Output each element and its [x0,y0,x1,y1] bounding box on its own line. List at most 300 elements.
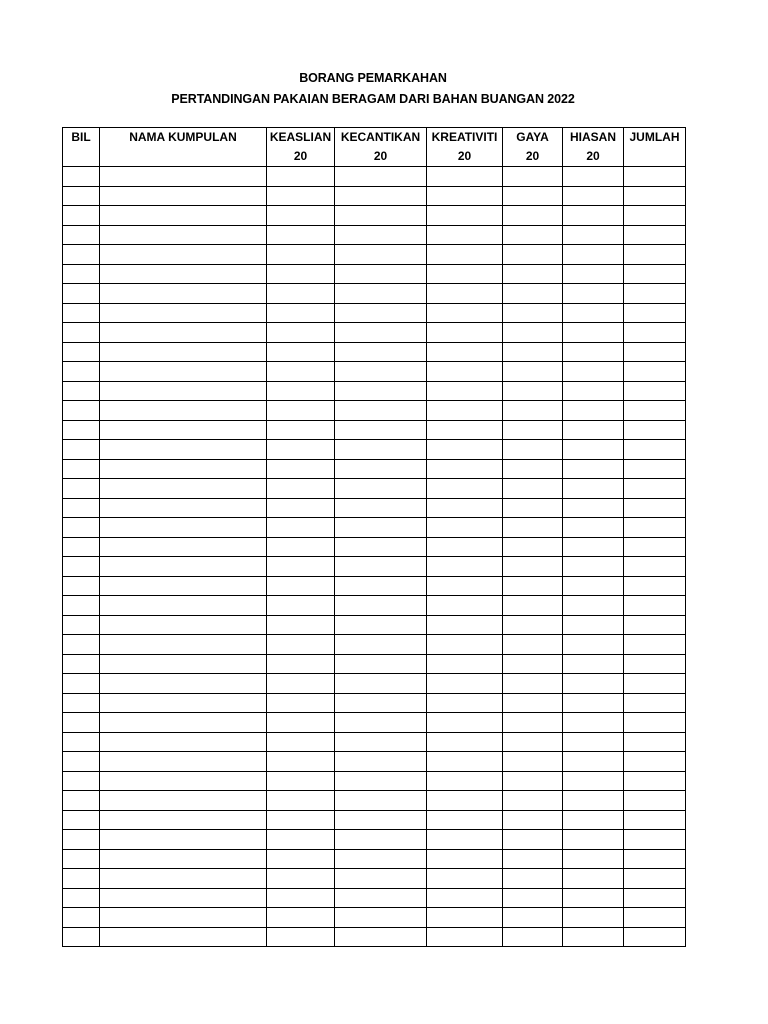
table-row [63,401,686,421]
table-cell [563,342,624,362]
table-cell [335,440,427,460]
table-cell [503,459,563,479]
table-cell [624,225,686,245]
table-cell [63,927,100,947]
table-cell [427,927,503,947]
table-cell [63,635,100,655]
table-cell [267,732,335,752]
table-cell [563,908,624,928]
table-cell [63,654,100,674]
table-cell [335,381,427,401]
table-cell [100,849,267,869]
table-cell [427,206,503,226]
table-cell [335,323,427,343]
table-row [63,323,686,343]
table-cell [267,167,335,187]
table-cell [563,303,624,323]
table-cell [63,869,100,889]
table-cell [100,693,267,713]
table-cell [563,245,624,265]
table-cell [63,615,100,635]
table-cell [63,225,100,245]
table-cell [335,576,427,596]
table-cell [503,771,563,791]
header-label: BIL [71,130,91,144]
document-title: BORANG PEMARKAHAN [299,71,447,85]
table-cell [427,830,503,850]
table-row [63,908,686,928]
table-cell [624,401,686,421]
table-cell [427,498,503,518]
table-cell [563,264,624,284]
table-cell [503,693,563,713]
table-cell [100,654,267,674]
table-row [63,791,686,811]
table-cell [427,479,503,499]
table-cell [427,245,503,265]
table-cell [267,323,335,343]
table-cell [63,674,100,694]
table-cell [63,693,100,713]
table-cell [427,264,503,284]
table-cell [503,381,563,401]
document-header [0,68,746,110]
table-cell [427,342,503,362]
table-cell [503,362,563,382]
table-cell [503,420,563,440]
table-cell [503,440,563,460]
table-cell [503,849,563,869]
table-cell [563,615,624,635]
table-cell [267,225,335,245]
table-cell [427,771,503,791]
table-row [63,674,686,694]
table-cell [427,615,503,635]
table-cell [63,401,100,421]
table-cell [267,245,335,265]
table-cell [563,888,624,908]
table-cell [267,771,335,791]
table-cell [427,284,503,304]
table-cell [563,791,624,811]
table-cell [503,732,563,752]
table-cell [335,498,427,518]
table-row [63,888,686,908]
table-cell [563,362,624,382]
table-cell [335,225,427,245]
table-cell [100,576,267,596]
table-cell [267,401,335,421]
table-cell [503,557,563,577]
table-cell [563,830,624,850]
table-row [63,810,686,830]
header-label: JUMLAH [629,130,680,144]
table-cell [624,674,686,694]
table-cell [624,615,686,635]
table-cell [100,830,267,850]
header-max-score: 20 [457,149,472,163]
table-cell [100,771,267,791]
table-cell [503,186,563,206]
table-cell [100,245,267,265]
header-label: HIASAN [569,130,616,144]
table-cell [563,674,624,694]
table-cell [563,186,624,206]
table-cell [100,342,267,362]
table-cell [624,245,686,265]
table-cell [335,518,427,538]
table-cell [624,713,686,733]
table-cell [563,459,624,479]
table-cell [63,732,100,752]
table-cell [267,713,335,733]
table-row [63,557,686,577]
table-cell [100,167,267,187]
table-cell [63,596,100,616]
table-cell [624,518,686,538]
table-row [63,537,686,557]
table-cell [63,557,100,577]
table-row [63,849,686,869]
table-cell [63,186,100,206]
table-row [63,206,686,226]
table-cell [624,362,686,382]
table-cell [63,908,100,928]
table-cell [335,362,427,382]
table-cell [563,927,624,947]
table-cell [100,927,267,947]
table-cell [100,752,267,772]
table-cell [267,264,335,284]
table-cell [427,420,503,440]
table-cell [624,908,686,928]
table-row [63,654,686,674]
table-cell [100,713,267,733]
table-cell [63,830,100,850]
table-cell [100,323,267,343]
table-cell [624,830,686,850]
table-row [63,732,686,752]
table-cell [267,342,335,362]
table-cell [267,908,335,928]
table-cell [335,264,427,284]
table-cell [563,440,624,460]
table-cell [100,498,267,518]
table-cell [427,908,503,928]
table-cell [503,303,563,323]
table-cell [100,440,267,460]
table-cell [427,303,503,323]
table-cell [63,810,100,830]
table-cell [427,381,503,401]
table-cell [427,693,503,713]
table-cell [100,635,267,655]
table-cell [63,849,100,869]
table-cell [624,440,686,460]
table-cell [624,869,686,889]
table-cell [100,381,267,401]
table-cell [427,674,503,694]
table-cell [563,537,624,557]
table-cell [267,459,335,479]
header-kreativiti [427,128,503,167]
table-cell [63,459,100,479]
table-cell [427,557,503,577]
table-cell [335,284,427,304]
table-cell [267,927,335,947]
table-cell [503,167,563,187]
table-cell [503,869,563,889]
table-cell [267,284,335,304]
table-row [63,771,686,791]
table-row [63,693,686,713]
table-cell [267,381,335,401]
table-cell [335,615,427,635]
table-row [63,596,686,616]
table-cell [624,810,686,830]
table-cell [63,245,100,265]
table-row [63,167,686,187]
table-cell [624,888,686,908]
table-cell [427,225,503,245]
table-cell [63,284,100,304]
table-cell [503,264,563,284]
table-cell [503,791,563,811]
table-cell [335,713,427,733]
table-cell [335,771,427,791]
table-cell [427,869,503,889]
table-cell [563,498,624,518]
table-cell [427,537,503,557]
table-cell [563,518,624,538]
table-cell [100,225,267,245]
table-cell [503,576,563,596]
table-cell [427,401,503,421]
table-cell [100,791,267,811]
table-cell [267,830,335,850]
table-row [63,518,686,538]
table-row [63,713,686,733]
table-cell [503,927,563,947]
table-cell [267,576,335,596]
table-cell [503,479,563,499]
table-row [63,830,686,850]
table-cell [63,791,100,811]
header-hiasan [563,128,624,167]
table-cell [624,284,686,304]
table-cell [267,869,335,889]
table-cell [63,420,100,440]
table-cell [267,693,335,713]
table-cell [563,810,624,830]
table-cell [624,206,686,226]
table-cell [335,206,427,226]
table-cell [427,713,503,733]
table-cell [624,576,686,596]
table-cell [100,908,267,928]
table-cell [100,518,267,538]
table-cell [100,732,267,752]
header-keaslian [267,128,335,167]
table-cell [427,362,503,382]
table-cell [63,440,100,460]
table-cell [563,869,624,889]
table-cell [624,791,686,811]
table-cell [563,167,624,187]
table-cell [427,186,503,206]
table-cell [335,245,427,265]
table-cell [335,596,427,616]
table-cell [267,518,335,538]
table-row [63,498,686,518]
table-cell [335,167,427,187]
table-cell [335,693,427,713]
table-cell [503,615,563,635]
table-cell [503,225,563,245]
table-row [63,362,686,382]
table-cell [63,576,100,596]
table-cell [427,654,503,674]
table-cell [335,732,427,752]
table-cell [335,810,427,830]
table-cell [427,576,503,596]
table-cell [427,596,503,616]
header-max-score: 20 [293,149,308,163]
table-cell [100,303,267,323]
table-cell [267,654,335,674]
table-cell [335,342,427,362]
table-row [63,342,686,362]
table-cell [563,206,624,226]
table-cell [563,225,624,245]
table-cell [335,537,427,557]
header-bil [63,128,100,167]
table-cell [267,674,335,694]
table-row [63,264,686,284]
table-cell [563,654,624,674]
table-cell [503,342,563,362]
table-row [63,284,686,304]
table-cell [624,771,686,791]
table-cell [267,186,335,206]
table-cell [503,654,563,674]
table-cell [503,245,563,265]
table-cell [335,888,427,908]
table-cell [624,557,686,577]
table-cell [335,752,427,772]
table-cell [624,323,686,343]
table-cell [267,888,335,908]
table-cell [63,498,100,518]
table-cell [624,927,686,947]
table-row [63,615,686,635]
table-cell [563,381,624,401]
table-cell [63,537,100,557]
header-label: KEASLIAN [269,130,332,144]
table-cell [624,167,686,187]
table-cell [335,927,427,947]
table-cell [503,323,563,343]
table-cell [563,732,624,752]
table-cell [335,303,427,323]
table-cell [267,752,335,772]
table-cell [503,752,563,772]
table-row [63,927,686,947]
table-cell [624,186,686,206]
header-max-score: 20 [586,149,600,163]
table-cell [100,810,267,830]
table-cell [100,888,267,908]
document-subtitle: PERTANDINGAN PAKAIAN BERAGAM DARI BAHAN BUANGAN 2022 [171,92,575,106]
table-cell [63,342,100,362]
table-cell [335,869,427,889]
table-cell [503,674,563,694]
table-cell [63,323,100,343]
table-cell [100,186,267,206]
table-cell [427,752,503,772]
table-cell [503,908,563,928]
table-cell [335,557,427,577]
table-cell [563,693,624,713]
table-row [63,303,686,323]
table-cell [267,479,335,499]
table-cell [335,654,427,674]
header-label: NAMA KUMPULAN [129,130,237,144]
table-cell [63,479,100,499]
table-cell [267,635,335,655]
table-cell [563,576,624,596]
table-row [63,752,686,772]
table-cell [63,752,100,772]
table-cell [563,557,624,577]
table-cell [100,615,267,635]
table-cell [427,791,503,811]
table-cell [503,713,563,733]
table-cell [63,303,100,323]
table-cell [335,849,427,869]
table-cell [563,323,624,343]
table-cell [335,459,427,479]
table-row [63,381,686,401]
table-cell [267,791,335,811]
table-cell [267,440,335,460]
table-cell [63,206,100,226]
table-cell [563,596,624,616]
table-cell [563,401,624,421]
table-cell [63,167,100,187]
table-cell [335,908,427,928]
table-cell [503,596,563,616]
header-jumlah [624,128,686,167]
table-cell [100,537,267,557]
table-cell [624,693,686,713]
header-gaya [503,128,563,167]
table-cell [427,518,503,538]
table-cell [63,518,100,538]
table-cell [267,303,335,323]
table-cell [100,362,267,382]
table-cell [63,888,100,908]
table-cell [100,401,267,421]
table-cell [267,498,335,518]
table-cell [335,635,427,655]
table-cell [624,459,686,479]
table-cell [267,810,335,830]
table-cell [624,342,686,362]
table-cell [335,479,427,499]
table-cell [335,830,427,850]
table-cell [267,557,335,577]
